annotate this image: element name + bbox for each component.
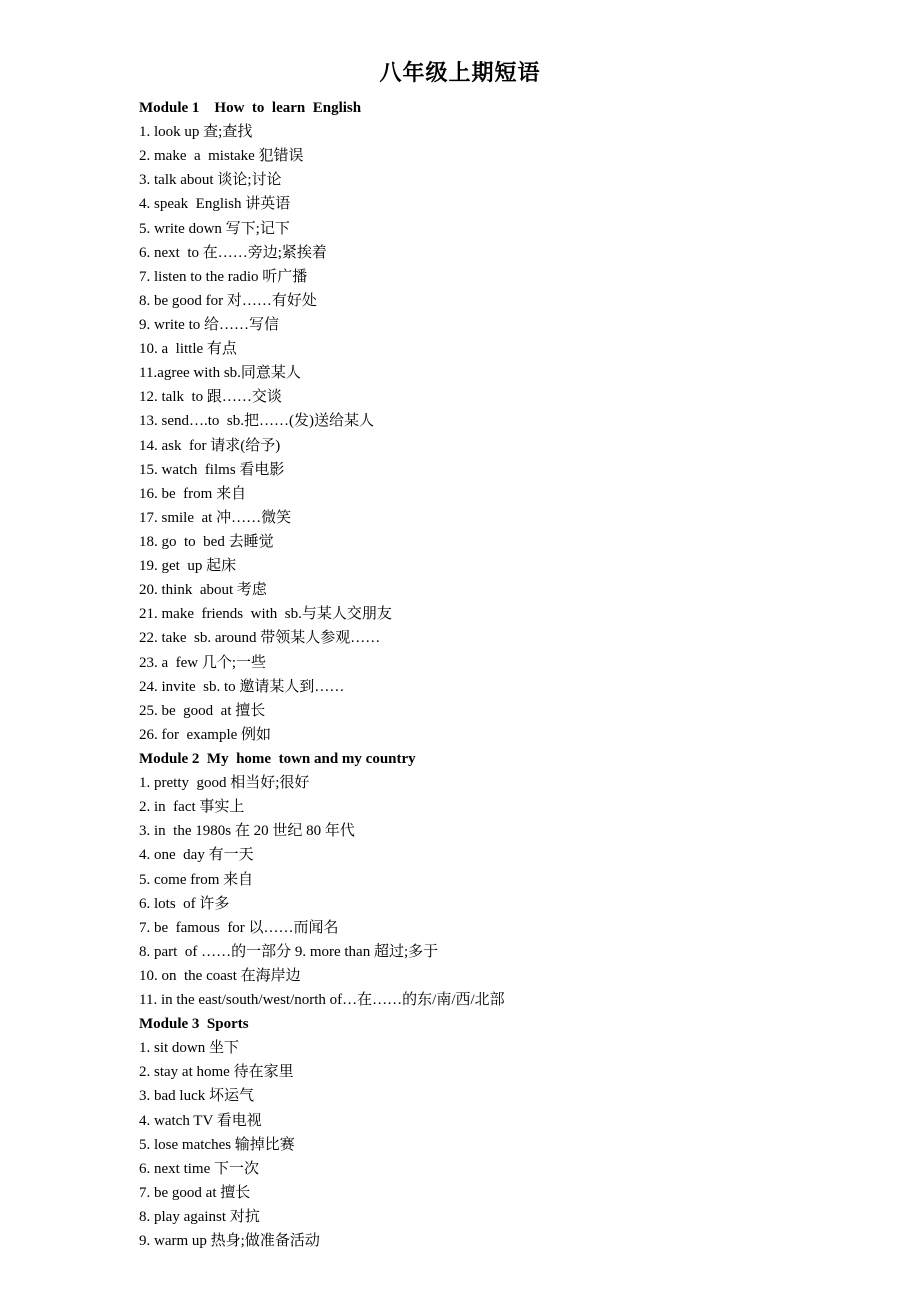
module-1-item: 24. invite sb. to 邀请某人到……	[139, 678, 345, 695]
module-3-item: 1. sit down 坐下	[139, 1040, 240, 1057]
module-2-heading: Module 2 My home town and my country	[139, 750, 416, 767]
module-3-item: 7. be good at 擅长	[139, 1184, 251, 1201]
module-1-item: 6. next to 在……旁边;紧挨着	[139, 244, 327, 261]
module-3-item: 9. warm up 热身;做准备活动	[139, 1233, 320, 1250]
module-2-item: 4. one day 有一天	[139, 847, 254, 864]
module-1-item: 8. be good for 对……有好处	[139, 292, 317, 309]
module-3-item: 4. watch TV 看电视	[139, 1112, 262, 1129]
phrase-list	[139, 96, 839, 1253]
module-3-heading: Module 3 Sports	[139, 1016, 249, 1033]
module-1-item: 5. write down 写下;记下	[139, 220, 290, 237]
module-2-item: 6. lots of 许多	[139, 895, 230, 912]
module-1-item: 21. make friends with sb.与某人交朋友	[139, 606, 392, 623]
module-3-item: 8. play against 对抗	[139, 1209, 260, 1226]
module-3-item: 6. next time 下一次	[139, 1160, 259, 1177]
module-2-item: 10. on the coast 在海岸边	[139, 967, 301, 984]
module-1-item: 16. be from 来自	[139, 485, 247, 502]
module-2-item: 11. in the east/south/west/north of…在……的东/南/西/北部	[139, 992, 505, 1009]
module-1-item: 17. smile at 冲……微笑	[139, 509, 292, 526]
module-1-item: 23. a few 几个;一些	[139, 654, 267, 671]
module-1-item: 14. ask for 请求(给予)	[139, 437, 281, 454]
module-1-item: 1. look up 查;查找	[139, 124, 253, 141]
module-1-item: 20. think about 考虑	[139, 582, 267, 599]
module-2-item: 1. pretty good 相当好;很好	[139, 775, 310, 792]
module-1-item: 25. be good at 擅长	[139, 702, 266, 719]
module-2-item: 2. in fact 事实上	[139, 799, 245, 816]
module-1-item: 11.agree with sb.同意某人	[139, 365, 301, 382]
module-1-item: 3. talk about 谈论;讨论	[139, 172, 282, 189]
module-1-item: 18. go to bed 去睡觉	[139, 533, 274, 550]
module-2-item: 3. in the 1980s 在 20 世纪 80 年代	[139, 823, 355, 840]
module-1-item: 22. take sb. around 带领某人参观……	[139, 630, 381, 647]
module-1-item: 4. speak English 讲英语	[139, 196, 291, 213]
module-2-item: 7. be famous for 以……而闻名	[139, 919, 339, 936]
module-3-item: 5. lose matches 输掉比赛	[139, 1136, 295, 1153]
module-2-item: 5. come from 来自	[139, 871, 254, 888]
module-1-heading: Module 1 How to learn English	[139, 100, 362, 116]
module-1-item: 26. for example 例如	[139, 726, 272, 743]
module-1-item: 12. talk to 跟……交谈	[139, 389, 282, 406]
module-1-item: 10. a little 有点	[139, 341, 237, 358]
module-3-item: 3. bad luck 坏运气	[139, 1088, 254, 1105]
page-title: 八年级上期短语	[379, 60, 541, 86]
module-1-item: 19. get up 起床	[139, 558, 237, 575]
module-1-item: 2. make a mistake 犯错误	[139, 148, 304, 165]
module-2-item: 8. part of ……的一部分 9. more than 超过;多于	[139, 943, 439, 960]
module-3-item: 2. stay at home 待在家里	[139, 1064, 294, 1081]
module-1-item: 13. send….to sb.把……(发)送给某人	[139, 413, 374, 430]
module-1-item: 7. listen to the radio 听广播	[139, 268, 308, 285]
module-1-item: 9. write to 给……写信	[139, 316, 279, 333]
module-1-item: 15. watch films 看电影	[139, 461, 285, 478]
